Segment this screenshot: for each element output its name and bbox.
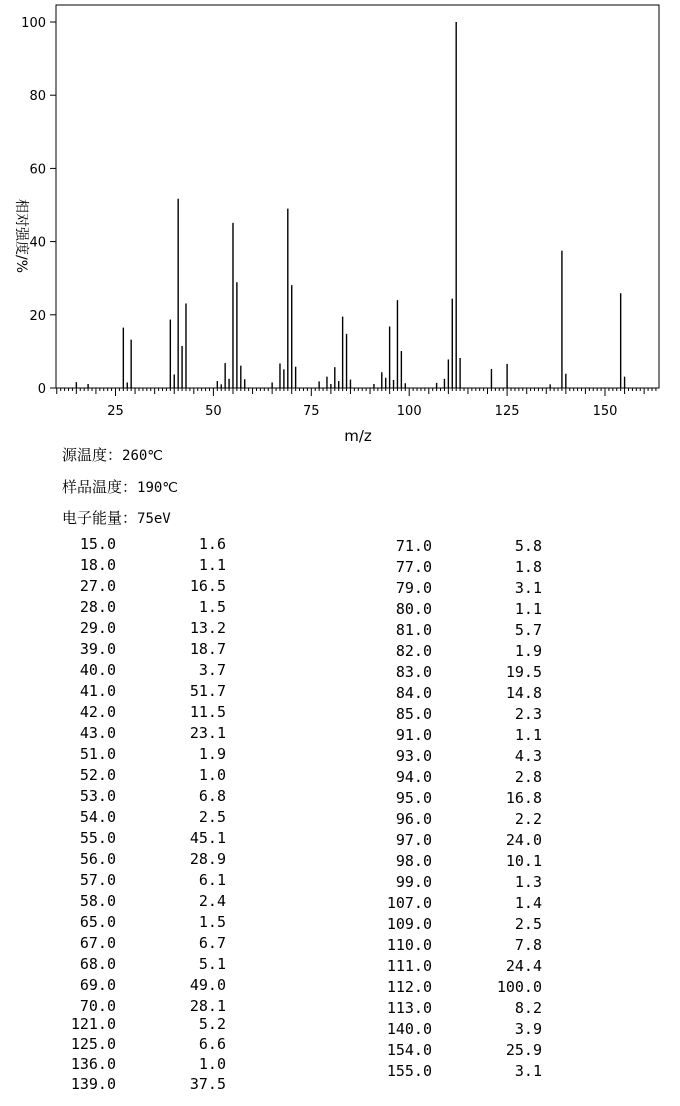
peak-mz: 121.0 xyxy=(70,1015,116,1033)
peak-mz: 84.0 xyxy=(395,684,432,702)
peak-row xyxy=(60,534,226,555)
peak-mz: 77.0 xyxy=(395,558,432,576)
sample-temp-line xyxy=(62,476,178,497)
peak-row xyxy=(60,954,226,975)
peak-row xyxy=(60,1054,226,1075)
y-axis-label: 相对强度/% xyxy=(13,198,29,274)
peak-row xyxy=(372,725,542,746)
peak-row xyxy=(372,830,542,851)
peak-row xyxy=(372,914,542,935)
source-temp-value: 260℃ xyxy=(122,448,164,464)
peak-row xyxy=(372,746,542,767)
peak-intensity: 24.0 xyxy=(505,831,542,849)
peak-bars xyxy=(76,22,624,388)
peak-row xyxy=(60,933,226,954)
peak-intensity: 24.4 xyxy=(505,957,542,975)
plot-border xyxy=(56,5,659,388)
peak-row xyxy=(372,578,542,599)
peak-intensity: 18.7 xyxy=(189,640,226,658)
peak-mz: 139.0 xyxy=(70,1075,116,1093)
peak-row xyxy=(60,744,226,765)
peak-mz: 97.0 xyxy=(395,831,432,849)
peak-intensity: 6.6 xyxy=(198,1035,226,1053)
peak-mz: 18.0 xyxy=(79,556,116,574)
peak-mz: 57.0 xyxy=(79,871,116,889)
peak-row xyxy=(372,977,542,998)
peak-mz: 154.0 xyxy=(386,1041,432,1059)
peak-row xyxy=(372,1040,542,1061)
peak-mz: 28.0 xyxy=(79,598,116,616)
y-tick-label: 80 xyxy=(29,89,46,105)
peak-row xyxy=(372,599,542,620)
peak-intensity: 1.5 xyxy=(198,913,226,931)
x-tick-label: 125 xyxy=(494,404,520,419)
peak-intensity: 3.1 xyxy=(514,579,542,597)
peak-row xyxy=(372,809,542,830)
y-tick-label: 100 xyxy=(21,16,46,31)
peak-intensity: 51.7 xyxy=(189,682,226,700)
peak-row xyxy=(372,620,542,641)
peak-row xyxy=(60,891,226,912)
peak-intensity: 1.9 xyxy=(514,642,542,660)
peak-intensity: 16.5 xyxy=(189,577,226,595)
peak-intensity: 1.8 xyxy=(514,558,542,576)
peak-intensity: 2.2 xyxy=(514,810,542,828)
x-axis xyxy=(57,388,656,419)
peak-row xyxy=(60,807,226,828)
peak-intensity: 3.7 xyxy=(198,661,226,679)
peak-mz: 99.0 xyxy=(395,873,432,891)
peak-row xyxy=(60,702,226,723)
peak-intensity: 5.7 xyxy=(514,621,542,639)
peak-mz: 69.0 xyxy=(79,976,116,994)
peak-mz: 140.0 xyxy=(386,1020,432,1038)
peak-row xyxy=(60,681,226,702)
peak-intensity: 49.0 xyxy=(189,976,226,994)
peak-intensity: 14.8 xyxy=(505,684,542,702)
peak-intensity: 45.1 xyxy=(189,829,226,847)
peak-intensity: 4.3 xyxy=(514,747,542,765)
peak-mz: 79.0 xyxy=(395,579,432,597)
peak-mz: 29.0 xyxy=(79,619,116,637)
peak-row xyxy=(372,767,542,788)
peak-row xyxy=(372,662,542,683)
peak-row xyxy=(60,555,226,576)
peak-intensity: 6.8 xyxy=(198,787,226,805)
peak-mz: 93.0 xyxy=(395,747,432,765)
y-tick-label: 0 xyxy=(37,382,46,397)
electron-energy-label: 电子能量： xyxy=(62,509,138,527)
peak-mz: 155.0 xyxy=(386,1062,432,1080)
peak-intensity: 25.9 xyxy=(505,1041,542,1059)
peak-mz: 55.0 xyxy=(79,829,116,847)
y-tick-label: 60 xyxy=(29,162,46,178)
x-axis-label: m/z xyxy=(344,427,372,445)
source-temp-line xyxy=(62,444,163,465)
peak-mz: 112.0 xyxy=(386,978,432,996)
peak-mz: 110.0 xyxy=(386,936,432,954)
peak-row xyxy=(60,639,226,660)
peak-row xyxy=(372,641,542,662)
x-tick-label: 150 xyxy=(592,404,618,419)
peak-mz: 51.0 xyxy=(79,745,116,763)
peak-mz: 111.0 xyxy=(386,957,432,975)
peak-mz: 39.0 xyxy=(79,640,116,658)
peak-row xyxy=(372,1061,542,1082)
peak-mz: 82.0 xyxy=(395,642,432,660)
peak-intensity: 37.5 xyxy=(189,1075,226,1093)
peak-intensity: 28.9 xyxy=(189,850,226,868)
peak-intensity: 5.2 xyxy=(198,1015,226,1033)
peak-row xyxy=(372,872,542,893)
peak-row xyxy=(60,597,226,618)
electron-energy-line xyxy=(62,507,171,528)
peak-mz: 136.0 xyxy=(70,1055,116,1073)
peak-row xyxy=(60,723,226,744)
peak-row xyxy=(60,1074,226,1095)
x-tick-label: 25 xyxy=(107,404,124,419)
peak-intensity: 1.3 xyxy=(514,873,542,891)
y-tick-label: 20 xyxy=(29,308,46,324)
peak-row xyxy=(372,683,542,704)
peak-mz: 58.0 xyxy=(79,892,116,910)
peak-row xyxy=(60,1014,226,1035)
peak-intensity: 3.9 xyxy=(514,1020,542,1038)
peak-intensity: 11.5 xyxy=(189,703,226,721)
plot-frame xyxy=(56,5,659,388)
electron-energy-value: 75eV xyxy=(137,511,171,527)
peak-row xyxy=(372,536,542,557)
peak-intensity: 23.1 xyxy=(189,724,226,742)
peak-mz: 67.0 xyxy=(79,934,116,952)
peak-mz: 85.0 xyxy=(395,705,432,723)
peak-mz: 70.0 xyxy=(79,997,116,1015)
peak-row xyxy=(60,975,226,996)
peak-intensity: 2.4 xyxy=(198,892,226,910)
peak-mz: 54.0 xyxy=(79,808,116,826)
peak-mz: 53.0 xyxy=(79,787,116,805)
peak-row xyxy=(60,660,226,681)
peak-row xyxy=(372,704,542,725)
peak-mz: 91.0 xyxy=(395,726,432,744)
peak-intensity: 1.4 xyxy=(514,894,542,912)
peak-mz: 113.0 xyxy=(386,999,432,1017)
peak-intensity: 6.7 xyxy=(198,934,226,952)
peak-row xyxy=(60,576,226,597)
peak-row xyxy=(372,998,542,1019)
x-tick-label: 75 xyxy=(303,404,320,419)
peak-intensity: 100.0 xyxy=(496,978,542,996)
peak-row xyxy=(60,618,226,639)
peak-row xyxy=(60,786,226,807)
peak-intensity: 19.5 xyxy=(505,663,542,681)
peak-intensity: 13.2 xyxy=(189,619,226,637)
peak-row xyxy=(372,851,542,872)
peak-row xyxy=(60,870,226,891)
peak-row xyxy=(372,956,542,977)
peak-intensity: 1.1 xyxy=(514,726,542,744)
peak-mz: 43.0 xyxy=(79,724,116,742)
peak-intensity: 1.5 xyxy=(198,598,226,616)
peak-row xyxy=(60,765,226,786)
y-tick-label: 40 xyxy=(29,235,46,251)
sample-temp-label: 样品温度： xyxy=(62,478,138,496)
peak-intensity: 5.8 xyxy=(514,537,542,555)
peak-intensity: 3.1 xyxy=(514,1062,542,1080)
peak-mz: 81.0 xyxy=(395,621,432,639)
peak-mz: 109.0 xyxy=(386,915,432,933)
peak-row xyxy=(372,893,542,914)
peak-mz: 83.0 xyxy=(395,663,432,681)
source-temp-label: 源温度： xyxy=(62,446,123,464)
peak-mz: 95.0 xyxy=(395,789,432,807)
peak-mz: 71.0 xyxy=(395,537,432,555)
peak-mz: 15.0 xyxy=(79,535,116,553)
peak-mz: 42.0 xyxy=(79,703,116,721)
peak-intensity: 2.8 xyxy=(514,768,542,786)
peak-intensity: 1.1 xyxy=(514,600,542,618)
peak-row xyxy=(372,557,542,578)
peak-mz: 98.0 xyxy=(395,852,432,870)
peak-mz: 27.0 xyxy=(79,577,116,595)
peak-row xyxy=(372,1019,542,1040)
peak-intensity: 6.1 xyxy=(198,871,226,889)
peak-row xyxy=(60,1034,226,1055)
peak-intensity: 1.9 xyxy=(198,745,226,763)
peak-mz: 125.0 xyxy=(70,1035,116,1053)
peak-intensity: 5.1 xyxy=(198,955,226,973)
peak-intensity: 16.8 xyxy=(505,789,542,807)
peak-row xyxy=(60,849,226,870)
peak-row xyxy=(372,788,542,809)
sample-temp-value: 190℃ xyxy=(137,480,179,496)
peak-intensity: 7.8 xyxy=(514,936,542,954)
peak-mz: 94.0 xyxy=(395,768,432,786)
peak-intensity: 2.3 xyxy=(514,705,542,723)
peak-intensity: 2.5 xyxy=(198,808,226,826)
peak-row xyxy=(372,935,542,956)
peak-mz: 41.0 xyxy=(79,682,116,700)
peak-mz: 80.0 xyxy=(395,600,432,618)
peak-intensity: 10.1 xyxy=(505,852,542,870)
peak-row xyxy=(60,828,226,849)
peak-mz: 65.0 xyxy=(79,913,116,931)
peak-mz: 96.0 xyxy=(395,810,432,828)
peak-mz: 68.0 xyxy=(79,955,116,973)
mass-spectrum-chart xyxy=(0,0,680,450)
peak-intensity: 8.2 xyxy=(514,999,542,1017)
peak-mz: 40.0 xyxy=(79,661,116,679)
peak-intensity: 28.1 xyxy=(189,997,226,1015)
peak-intensity: 1.1 xyxy=(198,556,226,574)
x-tick-label: 50 xyxy=(205,404,222,419)
peak-intensity: 1.0 xyxy=(198,766,226,784)
peak-intensity: 1.6 xyxy=(198,535,226,553)
peak-intensity: 2.5 xyxy=(514,915,542,933)
x-tick-label: 100 xyxy=(396,404,422,419)
peak-intensity: 1.0 xyxy=(198,1055,226,1073)
peak-row xyxy=(60,912,226,933)
peak-mz: 52.0 xyxy=(79,766,116,784)
peak-mz: 107.0 xyxy=(386,894,432,912)
peak-mz: 56.0 xyxy=(79,850,116,868)
